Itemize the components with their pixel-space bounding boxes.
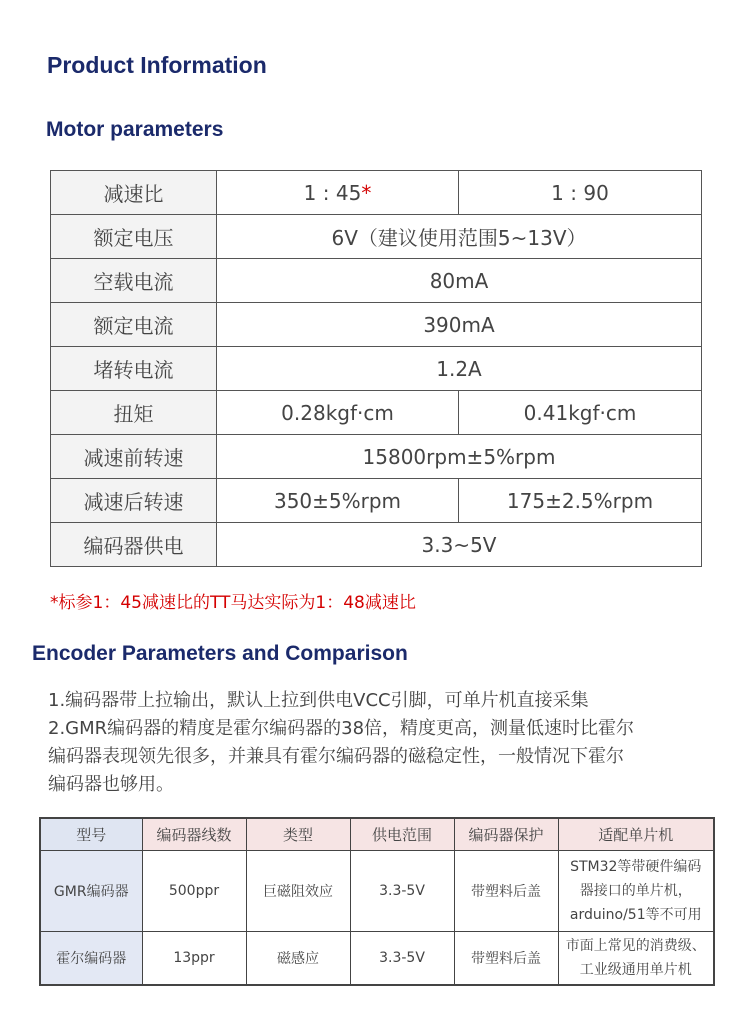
table-row — [51, 259, 702, 303]
encoder-description — [48, 687, 708, 799]
cell-value: 175±2.5%rpm — [459, 479, 702, 523]
column-header: 编码器线数 — [142, 818, 246, 851]
table-row — [51, 347, 702, 391]
compat-line: 市面上常见的消费级、 — [565, 938, 706, 954]
row-label: 减速比 — [51, 171, 217, 215]
description-line: 2.GMR编码器的精度是霍尔编码器的38倍，精度更高，测量低速时比霍尔 — [48, 718, 635, 739]
cell-text: 1 : 45 — [303, 180, 362, 205]
row-label: 额定电压 — [51, 215, 217, 259]
row-label: 编码器供电 — [51, 523, 217, 567]
column-header: 供电范围 — [350, 818, 454, 851]
table-cell: 13ppr — [142, 932, 246, 986]
compat-cell — [558, 932, 714, 986]
table-cell: 巨磁阻效应 — [246, 851, 350, 932]
motor-params-heading: Motor parameters — [46, 118, 224, 141]
table-row — [51, 435, 702, 479]
table-row — [51, 303, 702, 347]
row-label: 空载电流 — [51, 259, 217, 303]
compat-line: STM32等带硬件编码 — [570, 859, 702, 875]
table-cell: 3.3-5V — [350, 932, 454, 986]
cell-value: 6V（建议使用范围5~13V） — [217, 215, 702, 259]
row-label: 减速后转速 — [51, 479, 217, 523]
table-header-row — [40, 818, 714, 851]
cell-value: 0.28kgf·cm — [217, 391, 459, 435]
row-label: 额定电流 — [51, 303, 217, 347]
cell-value: 1 : 90 — [459, 171, 702, 215]
encoder-type-cell: 霍尔编码器 — [40, 932, 142, 986]
compat-cell — [558, 851, 714, 932]
page-title: Product Information — [47, 52, 267, 78]
column-header: 类型 — [246, 818, 350, 851]
column-header: 适配单片机 — [558, 818, 714, 851]
table-row — [51, 391, 702, 435]
table-row — [40, 932, 714, 986]
compat-line: arduino/51等不可用 — [569, 907, 702, 923]
table-row — [51, 479, 702, 523]
table-cell: 3.3-5V — [350, 851, 454, 932]
encoder-comparison-table — [39, 817, 715, 986]
table-row — [51, 523, 702, 567]
cell-value: 1.2A — [217, 347, 702, 391]
row-label: 堵转电流 — [51, 347, 217, 391]
description-line: 编码器表现领先很多，并兼具有霍尔编码器的磁稳定性，一般情况下霍尔 — [48, 746, 624, 767]
cell-value: 80mA — [217, 259, 702, 303]
compat-line: 工业级通用单片机 — [579, 962, 692, 978]
cell-value — [217, 171, 459, 215]
table-cell: 带塑料后盖 — [454, 851, 558, 932]
compat-line: 器接口的单片机， — [579, 883, 692, 899]
table-row — [40, 851, 714, 932]
cell-value: 0.41kgf·cm — [459, 391, 702, 435]
row-label: 扭矩 — [51, 391, 217, 435]
table-cell: 磁感应 — [246, 932, 350, 986]
cell-value: 3.3~5V — [217, 523, 702, 567]
table-cell: 带塑料后盖 — [454, 932, 558, 986]
description-line: 1.编码器带上拉输出，默认上拉到供电VCC引脚，可单片机直接采集 — [48, 690, 589, 711]
table-row — [51, 215, 702, 259]
motor-parameters-table — [50, 170, 702, 567]
column-header: 型号 — [40, 818, 142, 851]
encoder-params-heading: Encoder Parameters and Comparison — [32, 642, 408, 665]
ratio-footnote: *标参1：45减速比的TT马达实际为1：48减速比 — [50, 593, 416, 613]
encoder-type-cell: GMR编码器 — [40, 851, 142, 932]
table-cell: 500ppr — [142, 851, 246, 932]
cell-value: 15800rpm±5%rpm — [217, 435, 702, 479]
table-row — [51, 171, 702, 215]
column-header: 编码器保护 — [454, 818, 558, 851]
cell-value: 390mA — [217, 303, 702, 347]
row-label: 减速前转速 — [51, 435, 217, 479]
star-marker: * — [361, 180, 372, 205]
cell-value: 350±5%rpm — [217, 479, 459, 523]
description-line: 编码器也够用。 — [48, 774, 174, 795]
